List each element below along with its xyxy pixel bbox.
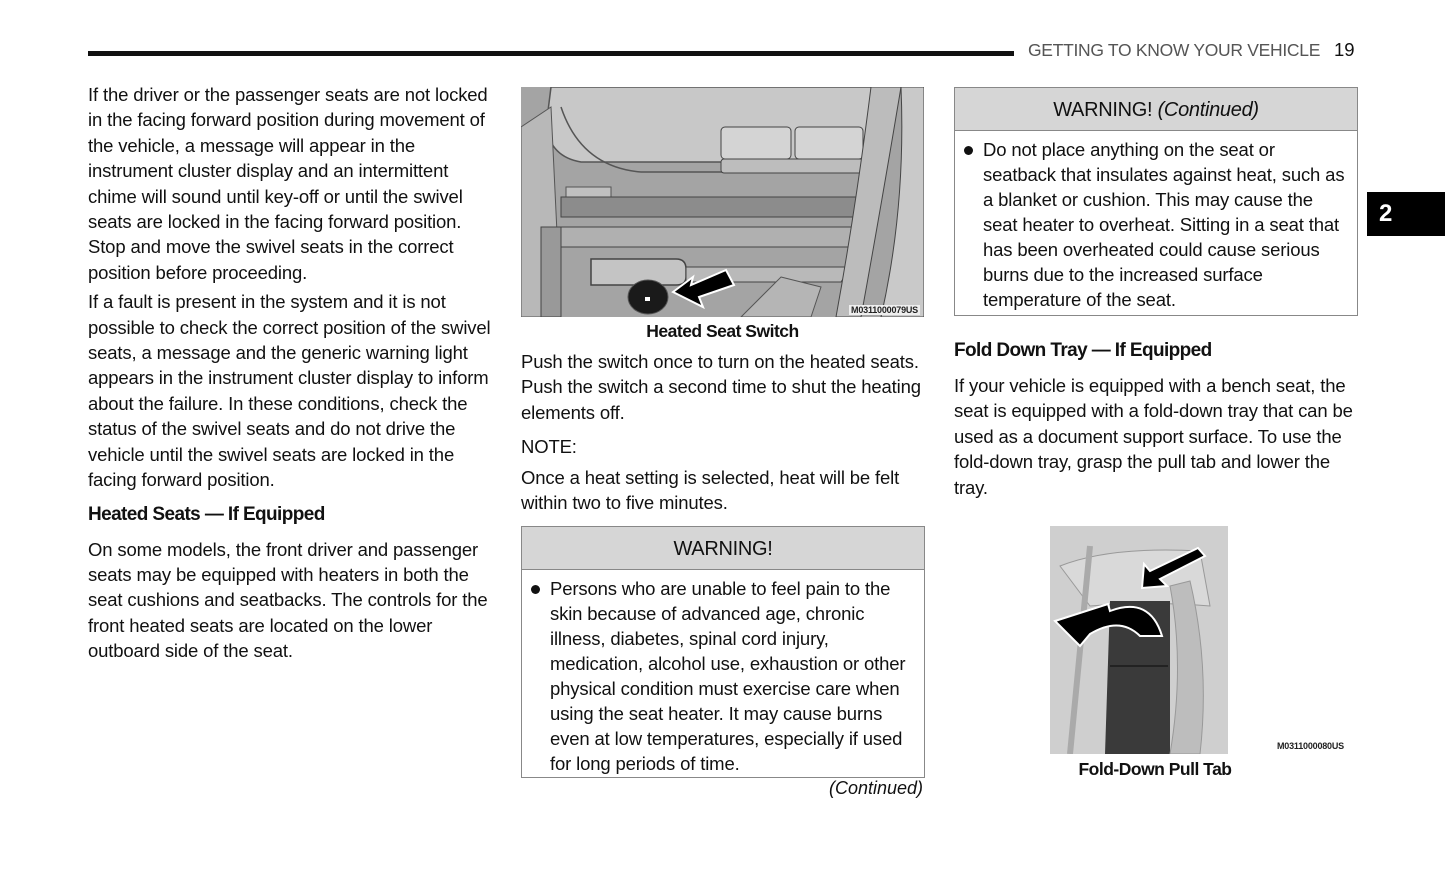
column-1 bbox=[88, 82, 498, 669]
heated-seats-paragraph: On some models, the front driver and passenger seats may be equipped with heaters in both the seat cushions and seatbacks. The controls for the front heated seats are located on the lower outboard side of the seat. bbox=[88, 538, 488, 662]
figure-code: M0311000080US bbox=[1277, 741, 1344, 751]
note-paragraph: Once a heat setting is selected, heat will be felt within two to five minutes. bbox=[521, 466, 900, 514]
heated-seats-heading: Heated Seats — If Equipped bbox=[88, 503, 325, 525]
seat-switch-illustration bbox=[521, 87, 924, 317]
fold-down-pull-tab-caption: Fold-Down Pull Tab bbox=[1078, 759, 1232, 779]
pull-tab-illustration bbox=[1050, 526, 1228, 754]
warning-title: WARNING! bbox=[522, 527, 924, 570]
heated-seat-switch-figure bbox=[521, 87, 924, 317]
column-3-text bbox=[954, 338, 1359, 505]
push-switch-paragraph: Push the switch once to turn on the heated seats. Push the switch a second time to shut the heating elements off. bbox=[521, 351, 921, 423]
continued-label: (Continued) bbox=[829, 778, 924, 798]
warning-text: Do not place anything on the seat or seatback that insulates against heat, such as a blanket or cushion. This may cause the seat heater to overheat. Sitting in a seat that has been overheated could cause serious burns due to the increased surface temperature of the seat. bbox=[983, 139, 1345, 310]
column-2-text bbox=[521, 349, 926, 520]
figure-code: M0311000079US bbox=[851, 305, 918, 315]
warning-title-continued bbox=[955, 88, 1357, 131]
header-rule bbox=[88, 51, 1014, 56]
chapter-tab: 2 bbox=[1367, 192, 1445, 236]
warning-item bbox=[955, 131, 1357, 316]
swivel-seat-paragraph: If the driver or the passenger seats are not locked in the facing forward position during movement of the vehicle, a message will appear in the instrument cluster display and an intermittent chime will sound until key-off or until the swivel seats are locked in the facing forward position. Stop and move the swivel seats in the correct position before proceeding. bbox=[88, 84, 488, 283]
fold-down-pull-tab-figure bbox=[1050, 526, 1228, 754]
fault-paragraph: If a fault is present in the system and it is not possible to check the correct position of the swivel seats, a message and the generic warning light appears in the instrument cluster display to inform about the failure. In these conditions, check the status of the swivel seats and do not drive the vehicle until the swivel seats are locked in the facing forward position. bbox=[88, 291, 491, 491]
fold-down-tray-paragraph: If your vehicle is equipped with a bench seat, the seat is equipped with a fold-down tray that can be used as a document support surface. To use the fold-down tray, grasp the pull tab and lower the tray. bbox=[954, 375, 1353, 498]
warning-item bbox=[522, 570, 924, 780]
page-number: 19 bbox=[1334, 39, 1355, 60]
note-label: NOTE: bbox=[521, 436, 577, 458]
heated-seat-switch-caption: Heated Seat Switch bbox=[646, 321, 799, 341]
bullet-icon bbox=[964, 146, 973, 155]
bullet-icon bbox=[531, 585, 540, 594]
warning-title-suffix: (Continued) bbox=[1157, 99, 1259, 121]
warning-box-continued bbox=[954, 87, 1358, 316]
warning-text: Persons who are unable to feel pain to the skin because of advanced age, chronic illness, diabetes, spinal cord injury, medication, alcohol use, exhaustion or other physical condition must exercise care when using the seat heater. It may cause burns even at low temperatures, especially if used for long periods of time. bbox=[550, 578, 906, 774]
fold-down-tray-heading: Fold Down Tray — If Equipped bbox=[954, 340, 1212, 361]
warning-title: WARNING! bbox=[1053, 99, 1153, 121]
warning-box-heated-seats bbox=[521, 526, 925, 778]
running-head: GETTING TO KNOW YOUR VEHICLE bbox=[1028, 40, 1321, 60]
